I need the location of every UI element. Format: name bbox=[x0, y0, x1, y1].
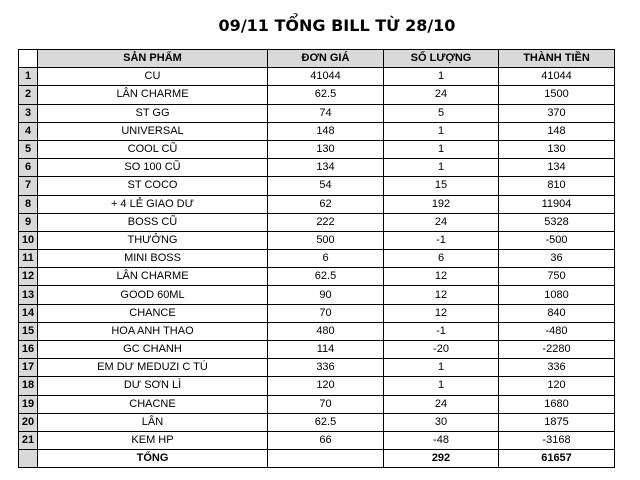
line-amount: 1500 bbox=[499, 86, 615, 104]
product-name: HOA ANH THAO bbox=[38, 322, 268, 340]
row-number: 9 bbox=[19, 213, 38, 231]
line-amount: 11904 bbox=[499, 195, 615, 213]
header-amount: THÀNH TIỀN bbox=[499, 50, 615, 68]
row-number: 14 bbox=[19, 304, 38, 322]
quantity: 30 bbox=[384, 413, 499, 431]
product-name: MINI BOSS bbox=[38, 250, 268, 268]
unit-price: 480 bbox=[268, 322, 384, 340]
table-row bbox=[19, 250, 615, 268]
row-number: 12 bbox=[19, 268, 38, 286]
line-amount: 1875 bbox=[499, 413, 615, 431]
product-name: DƯ SƠN LÌ bbox=[38, 377, 268, 395]
product-name: LÂN CHARME bbox=[38, 268, 268, 286]
row-number: 11 bbox=[19, 250, 38, 268]
unit-price: 54 bbox=[268, 177, 384, 195]
product-name: LÂN bbox=[38, 413, 268, 431]
line-amount: 36 bbox=[499, 250, 615, 268]
line-amount: -480 bbox=[499, 322, 615, 340]
quantity: 12 bbox=[384, 286, 499, 304]
table-row bbox=[19, 104, 615, 122]
line-amount: -2280 bbox=[499, 341, 615, 359]
unit-price: 134 bbox=[268, 159, 384, 177]
line-amount: 336 bbox=[499, 359, 615, 377]
unit-price: 70 bbox=[268, 304, 384, 322]
quantity: 24 bbox=[384, 213, 499, 231]
row-number: 7 bbox=[19, 177, 38, 195]
row-number: 8 bbox=[19, 195, 38, 213]
unit-price: 62.5 bbox=[268, 413, 384, 431]
product-name: EM DƯ MEDUZI C TÚ bbox=[38, 359, 268, 377]
quantity: 12 bbox=[384, 304, 499, 322]
unit-price: 62.5 bbox=[268, 268, 384, 286]
product-name: CHACNE bbox=[38, 395, 268, 413]
total-row bbox=[19, 450, 615, 468]
line-amount: 41044 bbox=[499, 68, 615, 86]
row-number: 19 bbox=[19, 395, 38, 413]
table-row bbox=[19, 359, 615, 377]
quantity: 1 bbox=[384, 359, 499, 377]
quantity: 24 bbox=[384, 395, 499, 413]
line-amount: 840 bbox=[499, 304, 615, 322]
table-row bbox=[19, 177, 615, 195]
product-name: CU bbox=[38, 68, 268, 86]
table-row bbox=[19, 322, 615, 340]
quantity: 15 bbox=[384, 177, 499, 195]
row-number: 2 bbox=[19, 86, 38, 104]
product-name: GC CHANH bbox=[38, 341, 268, 359]
quantity: 1 bbox=[384, 140, 499, 158]
line-amount: 148 bbox=[499, 122, 615, 140]
quantity: 1 bbox=[384, 377, 499, 395]
product-name: LÂN CHARME bbox=[38, 86, 268, 104]
unit-price: 6 bbox=[268, 250, 384, 268]
table-row bbox=[19, 140, 615, 158]
line-amount: 810 bbox=[499, 177, 615, 195]
header-row bbox=[19, 50, 615, 68]
product-name: ST GG bbox=[38, 104, 268, 122]
unit-price: 70 bbox=[268, 395, 384, 413]
unit-price: 500 bbox=[268, 231, 384, 249]
unit-price: 336 bbox=[268, 359, 384, 377]
table-row bbox=[19, 431, 615, 449]
quantity: 1 bbox=[384, 68, 499, 86]
row-number: 20 bbox=[19, 413, 38, 431]
header-quantity: SỐ LƯỢNG bbox=[384, 50, 499, 68]
unit-price: 62.5 bbox=[268, 86, 384, 104]
table-row bbox=[19, 68, 615, 86]
row-number: 10 bbox=[19, 231, 38, 249]
table-row bbox=[19, 286, 615, 304]
line-amount: -3168 bbox=[499, 431, 615, 449]
row-number: 6 bbox=[19, 159, 38, 177]
line-amount: 120 bbox=[499, 377, 615, 395]
bill-table bbox=[18, 49, 615, 468]
quantity: 192 bbox=[384, 195, 499, 213]
row-number: 18 bbox=[19, 377, 38, 395]
line-amount: 1080 bbox=[499, 286, 615, 304]
quantity: 5 bbox=[384, 104, 499, 122]
quantity: 24 bbox=[384, 86, 499, 104]
unit-price: 66 bbox=[268, 431, 384, 449]
row-number: 1 bbox=[19, 68, 38, 86]
product-name: KEM HP bbox=[38, 431, 268, 449]
unit-price: 62 bbox=[268, 195, 384, 213]
table-row bbox=[19, 195, 615, 213]
table-row bbox=[19, 86, 615, 104]
product-name: ST COCO bbox=[38, 177, 268, 195]
unit-price: 74 bbox=[268, 104, 384, 122]
product-name: COOL CŨ bbox=[38, 140, 268, 158]
quantity: -1 bbox=[384, 231, 499, 249]
table-row bbox=[19, 341, 615, 359]
product-name: CHANCE bbox=[38, 304, 268, 322]
table-row bbox=[19, 395, 615, 413]
line-amount: 750 bbox=[499, 268, 615, 286]
table-row bbox=[19, 268, 615, 286]
total-label: TỔNG bbox=[38, 450, 268, 468]
product-name: UNIVERSAL bbox=[38, 122, 268, 140]
row-number: 5 bbox=[19, 140, 38, 158]
row-number: 3 bbox=[19, 104, 38, 122]
line-amount: 134 bbox=[499, 159, 615, 177]
row-number: 16 bbox=[19, 341, 38, 359]
row-number: 15 bbox=[19, 322, 38, 340]
unit-price: 148 bbox=[268, 122, 384, 140]
product-name: + 4 LẺ GIAO DƯ bbox=[38, 195, 268, 213]
quantity: -48 bbox=[384, 431, 499, 449]
product-name: BOSS CŨ bbox=[38, 213, 268, 231]
line-amount: 5328 bbox=[499, 213, 615, 231]
row-number bbox=[19, 450, 38, 468]
line-amount: 130 bbox=[499, 140, 615, 158]
table-row bbox=[19, 159, 615, 177]
product-name: SO 100 CŨ bbox=[38, 159, 268, 177]
product-name: GOOD 60ML bbox=[38, 286, 268, 304]
row-number: 4 bbox=[19, 122, 38, 140]
product-name: THƯỞNG bbox=[38, 231, 268, 249]
unit-price: 130 bbox=[268, 140, 384, 158]
total-price bbox=[268, 450, 384, 468]
line-amount: 370 bbox=[499, 104, 615, 122]
quantity: 12 bbox=[384, 268, 499, 286]
row-number: 17 bbox=[19, 359, 38, 377]
header-product: SẢN PHẨM bbox=[38, 50, 268, 68]
line-amount: 1680 bbox=[499, 395, 615, 413]
corner-cell bbox=[19, 50, 38, 68]
table-row bbox=[19, 231, 615, 249]
unit-price: 90 bbox=[268, 286, 384, 304]
row-number: 13 bbox=[19, 286, 38, 304]
row-number: 21 bbox=[19, 431, 38, 449]
quantity: 6 bbox=[384, 250, 499, 268]
quantity: 1 bbox=[384, 122, 499, 140]
quantity: -1 bbox=[384, 322, 499, 340]
unit-price: 41044 bbox=[268, 68, 384, 86]
unit-price: 222 bbox=[268, 213, 384, 231]
table-row bbox=[19, 304, 615, 322]
sheet-title: 09/11 TỔNG BILL TỪ 28/10 bbox=[218, 16, 456, 35]
table-row bbox=[19, 122, 615, 140]
table-row bbox=[19, 413, 615, 431]
table-row bbox=[19, 377, 615, 395]
unit-price: 120 bbox=[268, 377, 384, 395]
table-row bbox=[19, 213, 615, 231]
unit-price: 114 bbox=[268, 341, 384, 359]
quantity: -20 bbox=[384, 341, 499, 359]
quantity: 1 bbox=[384, 159, 499, 177]
total-amount: 61657 bbox=[499, 450, 615, 468]
total-quantity: 292 bbox=[384, 450, 499, 468]
line-amount: -500 bbox=[499, 231, 615, 249]
header-unit-price: ĐƠN GIÁ bbox=[268, 50, 384, 68]
